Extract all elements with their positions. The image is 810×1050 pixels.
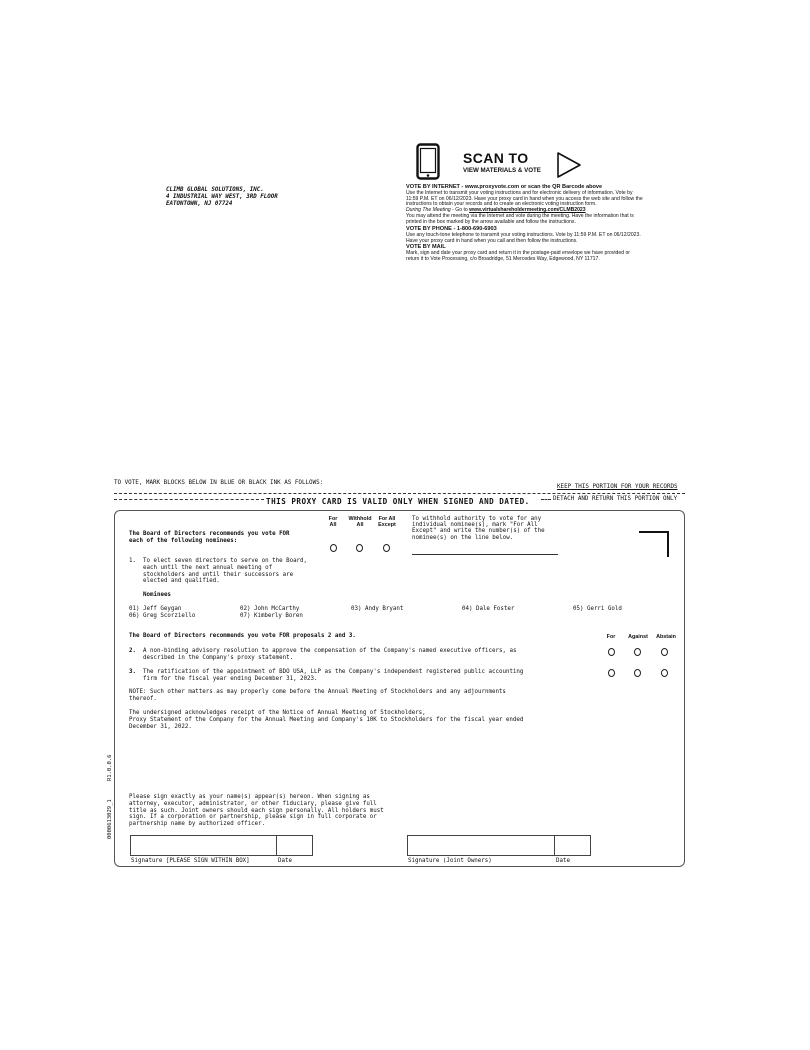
valid-notice: THIS PROXY CARD IS VALID ONLY WHEN SIGNED AND DATED. [266,497,530,506]
sign-l3: title as such. Joint owners should each sign personally. All holders must [129,807,384,814]
vote-mail-heading: VOTE BY MAIL [406,244,446,251]
col-except-header [375,516,399,528]
proposal-2-number: 2. [129,648,136,654]
item-1-number: 1. [129,558,136,564]
side-code-revision: R1.0.0.6 [107,754,113,781]
nominees-label: Nominees [143,592,171,598]
sign-l1: Please sign exactly as your name(s) appear(s) hereon. When signing as [129,794,370,800]
note-l1: NOTE: Such other matters as may properly come before the Annual Meeting of Stockholders and any adjournments [129,689,506,695]
sign-l5: partnership name by authorized officer. [129,821,266,828]
tear-line-left [114,499,264,500]
keep-portion-label: KEEP THIS PORTION FOR YOUR RECORDS [557,484,678,490]
withhold-instr-l3: Except" and write the number(s) of the [412,528,545,535]
col-for-all-l2: All [329,522,337,528]
ink-instructions: TO VOTE, MARK BLOCKS BELOW IN BLUE OR BLACK INK AS FOLLOWS: [114,480,324,486]
mailing-address [166,187,278,208]
item-1-l1: To elect seven directors to serve on the Board, [143,558,308,564]
acknowledgement-text [129,710,523,730]
phone-icon [416,143,440,180]
meeting-url-link[interactable]: www.virtualshareholdermeeting.com/CLMB2023 [469,207,586,214]
detach-portion-label: DETACH AND RETURN THIS PORTION ONLY [553,496,678,502]
withhold-instr-l2: individual nominee(s), mark "For All [412,522,538,529]
item-1-l2: each until the next annual meeting of [143,564,273,571]
voting-instructions [406,184,644,263]
ack-l1: The undersigned acknowledges receipt of the Notice of Annual Meeting of Stockholders, [129,710,426,716]
item-1-text [143,558,307,585]
proposal-2-for-checkbox[interactable] [608,648,615,656]
proposal-3-against-checkbox[interactable] [634,669,641,677]
withhold-instructions [412,516,545,541]
address-line-2: 4 INDUSTRIAL WAY WEST, 3RD FLOOR [166,194,278,200]
nominee-item: 07) Kimberly Boren [240,613,303,619]
proposal-3-text [143,669,523,683]
address-line-3: EATONTOWN, NJ 07724 [166,201,233,207]
col-for-all-l1: For [328,516,338,522]
proposal-3-abstain-checkbox[interactable] [661,669,668,677]
vote-internet-heading: VOTE BY INTERNET - www.proxyvote.com or scan the QR Barcode above [406,184,603,190]
col-except-l2: Except [378,522,396,528]
proposal-3-for-checkbox[interactable] [608,669,615,677]
proposal-3-number: 3. [129,669,136,675]
board-recommend-nominees-1: The Board of Directors recommends you vote FOR [129,531,290,537]
joint-date-box[interactable] [554,835,591,856]
address-line-1: CLIMB GLOBAL SOLUTIONS, INC. [166,187,264,193]
item-1-l4: elected and qualified. [143,578,220,585]
item-1-l3: stockholders and until their successors are [143,571,294,578]
withhold-instr-l4: nominee(s) on the line below. [412,534,514,541]
signature-date-box[interactable] [276,835,313,856]
proposal-2-against-checkbox[interactable] [634,648,641,656]
board-recommend-nominees-2: each of the following nominees: [129,538,238,544]
nominee-item: 06) Greg Scorziello [129,613,196,619]
ack-l3: December 31, 2022. [129,723,192,730]
signature-box[interactable] [130,835,277,856]
proposal-3-l1: The ratification of the appointment of BDO USA, LLP as the Company's independent registered public accounting [143,669,524,675]
checkbox-for-all[interactable] [330,544,337,552]
nominee-item: 03) Andy Bryant [351,606,404,612]
nominee-item: 04) Dale Foster [462,606,515,612]
col-for-all-header [323,516,343,528]
corner-marker [639,531,669,557]
meeting-goto: - Go to [450,207,470,214]
nominee-exception-line[interactable] [412,554,558,555]
sign-l2: attorney, executor, administrator, or other fiduciary, please give full [129,800,377,807]
proposal-3-l2: firm for the fiscal year ending December 31, 2023. [143,675,318,682]
side-code-document: 0000613029_1 [107,799,113,839]
vote-meeting-body: You may attend the meeting via the Internet and vote during the meeting. Have the information that is printed in the box marked by the arrow available and follow the instructions. [406,213,634,226]
vote-phone-body: Use any touch-tone telephone to transmit your voting instructions. Vote by 11:59 P.M. ET on 06/12/2023. Have your proxy card in hand when you call and then follow the instructions. [406,231,641,244]
tear-line-mid [541,499,551,500]
scan-subtitle: VIEW MATERIALS & VOTE [463,167,541,174]
joint-signature-label: Signature (Joint Owners) [408,858,492,864]
joint-signature-box[interactable] [407,835,555,856]
nominee-item: 01) Jeff Geygan [129,606,182,612]
checkbox-for-all-except[interactable] [383,544,390,552]
joint-date-label: Date [556,858,570,864]
sign-l4: sign. If a corporation or partnership, please sign in full corporate or [129,814,377,821]
col-withhold-l1: Withhold [348,516,372,522]
proposal-2-l2: described in the Company's proxy statement. [143,654,294,661]
vote-mail-body: Mark, sign and date your proxy card and return it in the postage-paid envelope we have provided or return it to Vote Processing, c/o Broadridge, 51 Mercedes Way, Edgewood, NY 11717. [406,250,630,262]
col-withhold-l2: All [356,522,364,528]
nominee-item: 02) John McCarthy [240,606,300,612]
ack-l2: Proxy Statement of the Company for the Annual Meeting and Company's 10K to Stockholders for the fiscal year ended [129,716,524,723]
tear-line [114,493,685,494]
checkbox-withhold-all[interactable] [356,544,363,552]
col-against-header: Against [628,634,648,640]
nominee-item: 05) Gerri Gold [573,606,622,612]
signing-instructions [129,794,384,828]
signature-date-label: Date [278,858,292,864]
note-text [129,689,506,703]
proposal-2-l1: A non-binding advisory resolution to approve the compensation of the Company's named executive officers, as [143,648,517,654]
proposal-2-abstain-checkbox[interactable] [661,648,668,656]
col-except-l1: For All [378,516,396,522]
col-for-header: For [606,634,616,640]
note-l2: thereof. [129,695,157,702]
vote-internet-body: Use the Internet to transmit your voting instructions and for electronic delivery of information. Vote by 11:59 P.M. ET on 06/12/2023. Have your proxy card in hand when you access the web site and follow the instructions to obtain your records and to create an electronic voting instruction form. [406,189,643,208]
col-abstain-header: Abstain [656,634,676,640]
vote-phone-heading: VOTE BY PHONE - 1-800-690-6903 [406,226,497,233]
signature-label: Signature [PLEASE SIGN WITHIN BOX] [131,858,250,864]
play-arrow-icon [556,151,582,179]
col-withhold-header [344,516,376,528]
meeting-lead: During The Meeting [406,207,451,214]
proposal-2-text [143,648,516,662]
scan-title: SCAN TO [463,150,529,166]
withhold-instr-l1: To withhold authority to vote for any [412,516,542,522]
board-recommend-proposals: The Board of Directors recommends you vote FOR proposals 2 and 3. [129,633,356,639]
